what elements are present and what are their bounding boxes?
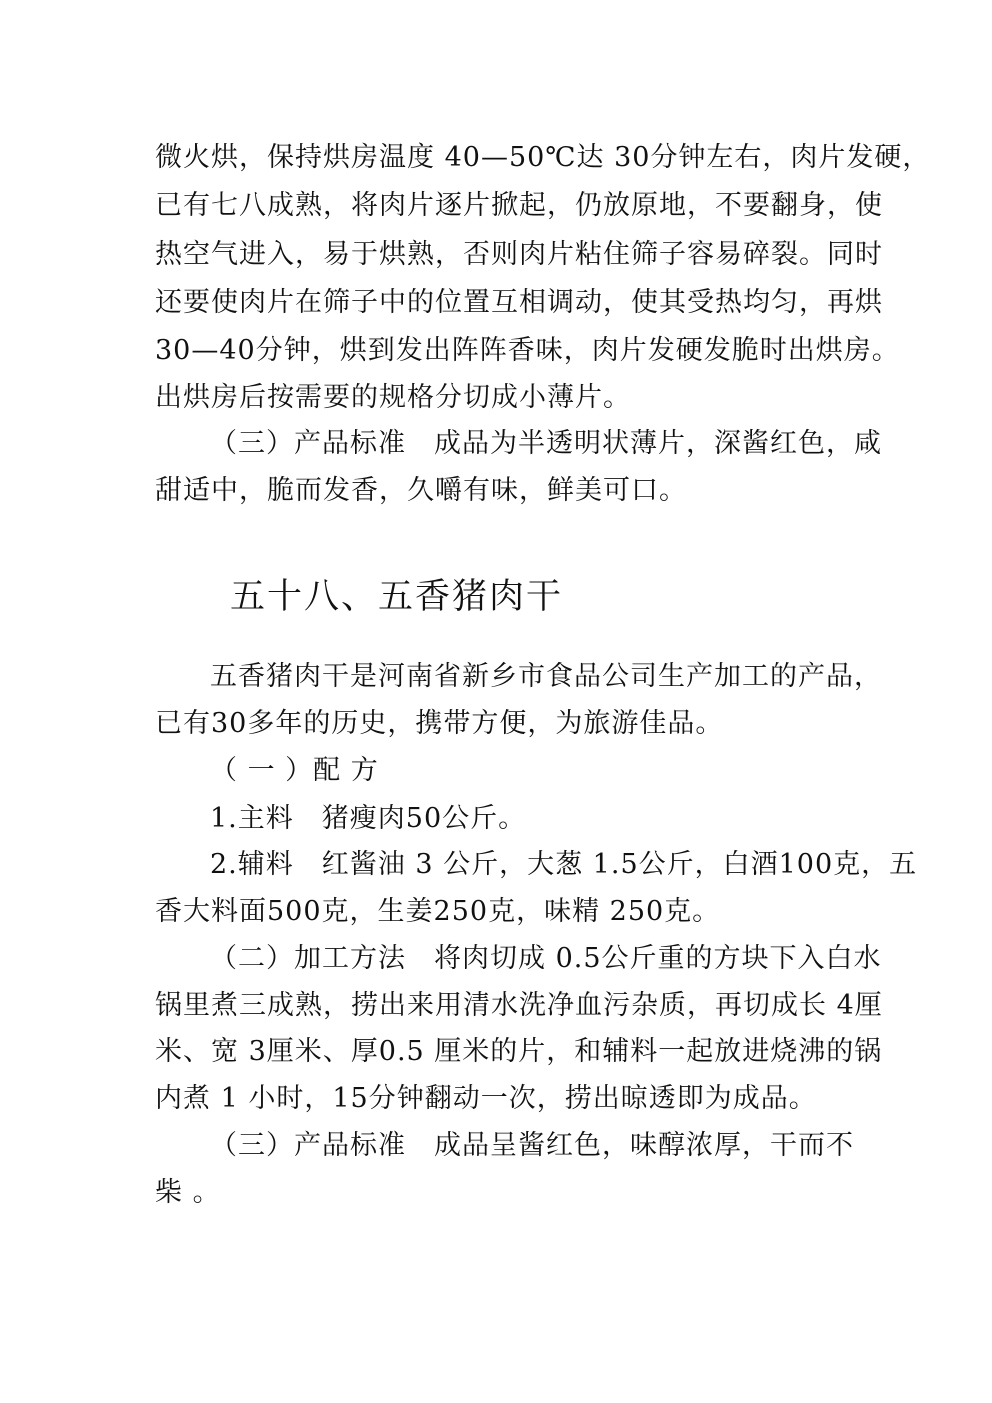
product-standard-line: （三）产品标准 成品为半透明状薄片，深酱红色，咸 bbox=[210, 428, 882, 459]
method-line: （二）加工方法 将肉切成 0.5公斤重的方块下入白水 bbox=[210, 943, 882, 974]
method-line: 内煮 1 小时，15分钟翻动一次，捞出晾透即为成品。 bbox=[155, 1083, 817, 1114]
intro-line: 五香猪肉干是河南省新乡市食品公司生产加工的产品， bbox=[210, 661, 882, 692]
section-heading: 五十八、五香猪肉干 bbox=[230, 577, 564, 617]
paragraph-line: 热空气进入，易于烘熟，否则肉片粘住筛子容易碎裂。同时 bbox=[155, 239, 883, 270]
method-line: 米、宽 3厘米、厚0.5 厘米的片，和辅料一起放进烧沸的锅 bbox=[155, 1036, 883, 1067]
method-line: 锅里煮三成熟，捞出来用清水洗净血污杂质，再切成长 4厘 bbox=[155, 990, 883, 1021]
paragraph-line: 微火烘，保持烘房温度 40—50℃达 30分钟左右，肉片发硬， bbox=[155, 142, 931, 173]
main-material-line: 1.主料 猪瘦肉50公斤。 bbox=[210, 803, 527, 834]
intro-line: 已有30多年的历史，携带方便，为旅游佳品。 bbox=[155, 708, 724, 739]
paragraph-line: 还要使肉片在筛子中的位置互相调动，使其受热均匀，再烘 bbox=[155, 287, 883, 318]
aux-material-line: 2.辅料 红酱油 3 公斤，大葱 1.5公斤，白酒100克，五 bbox=[210, 849, 918, 880]
product-standard-line: （三）产品标准 成品呈酱红色，味醇浓厚，干而不 bbox=[210, 1130, 854, 1161]
product-standard-line: 柴 。 bbox=[155, 1177, 221, 1208]
paragraph-line: 出烘房后按需要的规格分切成小薄片。 bbox=[155, 382, 631, 413]
aux-material-line: 香大料面500克，生姜250克，味精 250克。 bbox=[155, 896, 721, 927]
formula-title: （ 一 ）配 方 bbox=[210, 755, 379, 786]
paragraph-line: 30—40分钟，烘到发出阵阵香味，肉片发硬发脆时出烘房。 bbox=[155, 335, 900, 366]
product-standard-line: 甜适中，脆而发香，久嚼有味，鲜美可口。 bbox=[155, 475, 687, 506]
paragraph-line: 已有七八成熟，将肉片逐片掀起，仍放原地，不要翻身，使 bbox=[155, 190, 883, 221]
